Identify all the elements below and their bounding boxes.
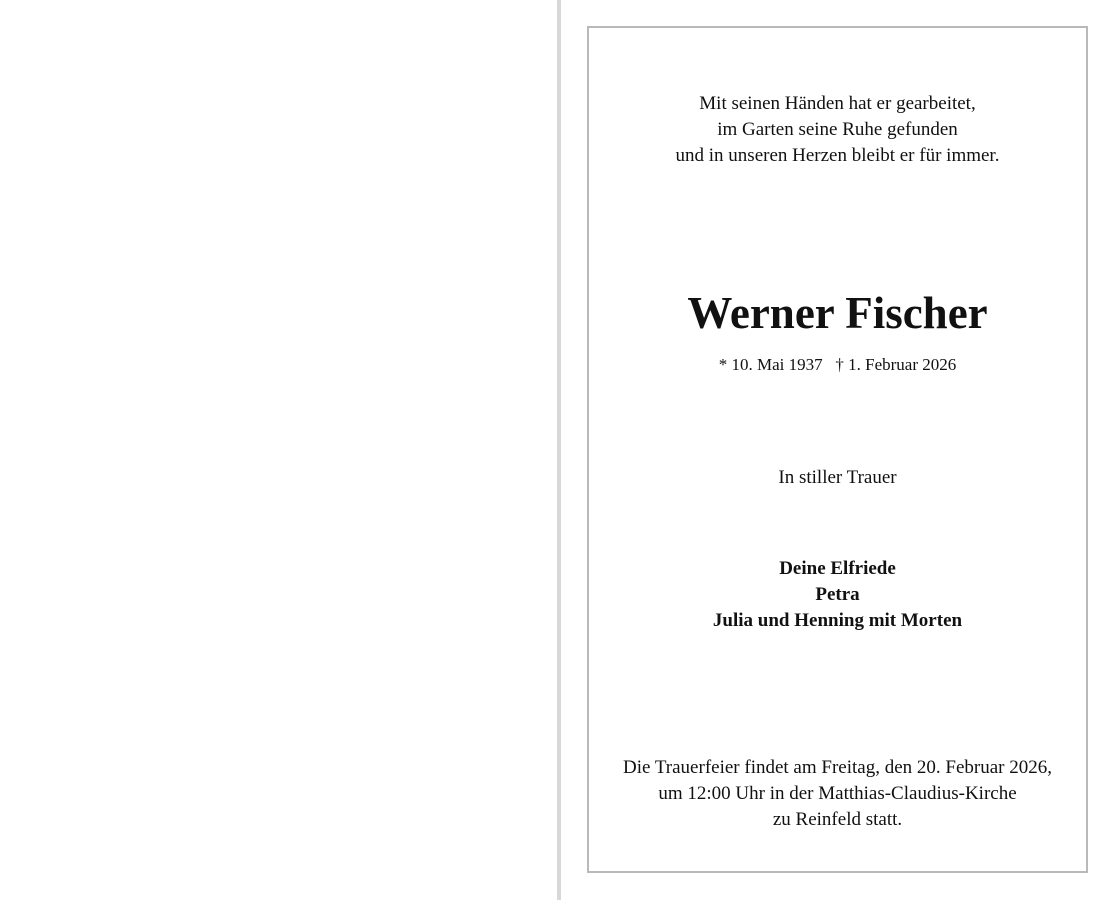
deceased-name: Werner Fischer (687, 288, 988, 338)
verse-line: Mit seinen Händen hat er gearbeitet, (699, 93, 976, 114)
obituary-frame (587, 26, 1088, 873)
memorial-verse (589, 91, 1086, 169)
mourning-label: In stiller Trauer (778, 467, 897, 488)
verse-line: im Garten seine Ruhe gefunden (717, 119, 958, 140)
family-member-line: Deine Elfriede (779, 558, 896, 579)
funeral-service-info (589, 755, 1086, 833)
family-member-line: Julia und Henning mit Morten (712, 610, 963, 631)
left-blank-page (0, 0, 557, 900)
service-line: Die Trauerfeier findet am Freitag, den 20. Februar 2026, (623, 757, 1052, 778)
verse-line: und in unseren Herzen bleibt er für immer. (675, 145, 1000, 166)
family-signatures (589, 556, 1086, 634)
life-dates: * 10. Mai 1937 † 1. Februar 2026 (718, 355, 957, 374)
family-member-line: Petra (815, 584, 860, 605)
service-line: um 12:00 Uhr in der Matthias-Claudius-Kirche (658, 783, 1017, 804)
service-line: zu Reinfeld statt. (772, 809, 903, 830)
